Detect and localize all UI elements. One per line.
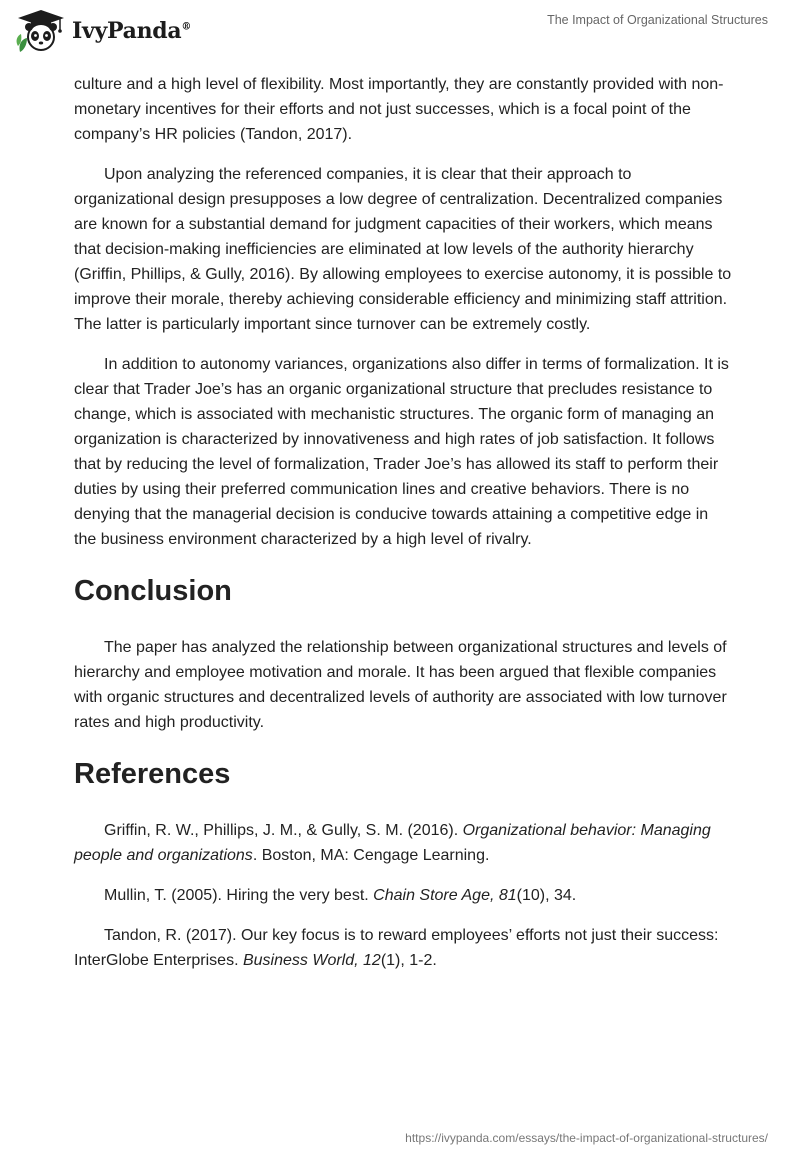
reference-item: Tandon, R. (2017). Our key focus is to reward employees’ efforts not just their success: InterGlobe Enterprises. Business World, 12(1), 1-2. (74, 927, 719, 969)
source-url-link[interactable]: https://ivypanda.com/essays/the-impact-of-organizational-structures/ (405, 1131, 768, 1145)
document-title: The Impact of Organizational Structures (547, 13, 768, 27)
reference-item: Mullin, T. (2005). Hiring the very best. Chain Store Age, 81(10), 34. (104, 887, 577, 904)
panda-graduate-icon (14, 8, 68, 54)
body-paragraph: In addition to autonomy variances, organizations also differ in terms of formalization. It is clear that Trader Joe’s has an organic organizational structure that precludes resistance to change, which is associated with mechanistic structures. The organic form of managing an organization is characterized by innovativeness and high rates of job satisfaction. It follows that by reducing the level of formalization, Trader Joe’s has allowed its staff to perform their duties by using their preferred communication lines and creative behaviors. There is no denying that the managerial decision is conducive towards attaining a competitive edge in the business environment characterized by a high level of rivalry. (74, 356, 729, 548)
body-paragraph: culture and a high level of flexibility. Most importantly, they are constantly provided with non-monetary incentives for their efforts and not just successes, which is a focal point of the company’s HR policies (Tandon, 2017). (74, 76, 724, 143)
references-heading: References (74, 758, 231, 790)
essay-content (74, 72, 734, 988)
conclusion-heading: Conclusion (74, 575, 232, 607)
brand-name: IvyPanda® (72, 18, 192, 44)
page-header (0, 0, 800, 70)
ivypanda-logo[interactable] (14, 8, 191, 54)
conclusion-paragraph: The paper has analyzed the relationship between organizational structures and levels of hierarchy and employee motivation and morale. It has been argued that flexible companies with organic structures and decentralized levels of authority are associated with low turnover rates and high productivity. (74, 639, 727, 731)
body-paragraph: Upon analyzing the referenced companies, it is clear that their approach to organizational design presupposes a low degree of centralization. Decentralized companies are known for a substantial demand for judgment capacities of their workers, which means that decision-making inefficiencies are eliminated at low levels of the authority hierarchy (Griffin, Phillips, & Gully, 2016). By allowing employees to exercise autonomy, it is possible to improve their morale, thereby achieving considerable efficiency and minimizing staff attrition. The latter is particularly important since turnover can be extremely costly. (74, 166, 732, 333)
reference-item: Griffin, R. W., Phillips, J. M., & Gully, S. M. (2016). Organizational behavior: Managing people and organizations. Boston, MA: Cengage Learning. (74, 822, 711, 864)
